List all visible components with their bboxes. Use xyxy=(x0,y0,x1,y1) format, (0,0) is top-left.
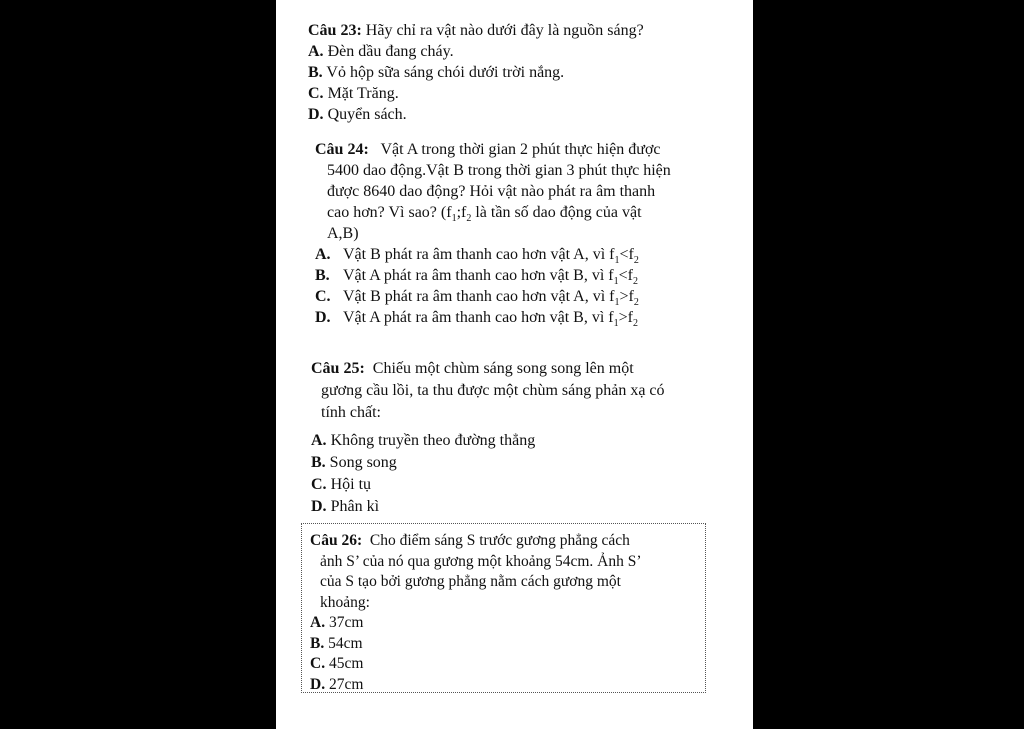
question-23-option-a: A. Đèn dầu đang cháy. xyxy=(308,43,454,60)
question-23-option-c: C. Mặt Trăng. xyxy=(308,85,399,102)
question-25-option-b: B. Song song xyxy=(311,454,397,471)
question-24-option-b: B. Vật A phát ra âm thanh cao hơn vật B, vì $f_1<f_2$ xyxy=(315,267,638,288)
question-23-stem xyxy=(308,20,644,41)
question-24-option-d: D. Vật A phát ra âm thanh cao hơn vật B, vì $f_1>f_2$ xyxy=(315,309,638,330)
question-23-option-d: D. Quyển sách. xyxy=(308,106,407,123)
question-25-option-a: A. Không truyền theo đường thẳng xyxy=(311,432,536,449)
document-page xyxy=(276,0,753,729)
question-25-stem-line-3: tính chất: xyxy=(321,404,381,421)
question-26-option-b: B. 54cm xyxy=(310,634,363,652)
question-24-stem-line-1: Câu 24: Vật A trong thời gian 2 phút thực hiện được xyxy=(315,141,661,158)
question-26-stem-line-1: Câu 26: Cho điểm sáng S trước gương phẳng cách xyxy=(310,532,630,549)
question-24-stem-line-3: được 8640 dao động? Hỏi vật nào phát ra âm thanh xyxy=(327,183,656,200)
question-24-stem-line-2: 5400 dao động.Vật B trong thời gian 3 phút thực hiện xyxy=(327,162,671,179)
question-26-stem-line-2: ảnh S’ của nó qua gương một khoảng 54cm. Ảnh S’ xyxy=(320,552,642,570)
question-25-stem-line-2: gương cầu lồi, ta thu được một chùm sáng phản xạ có xyxy=(321,382,665,399)
question-25-stem-line-1: Câu 25: Chiếu một chùm sáng song song lên một xyxy=(311,360,634,377)
question-23 xyxy=(308,20,644,125)
question-24-stem-line-5: A,B) xyxy=(327,225,359,242)
question-23-label: Câu 23: xyxy=(308,22,362,39)
question-24-label: Câu 24: xyxy=(315,141,369,158)
question-24-option-a: A. Vật B phát ra âm thanh cao hơn vật A, vì $f_1<f_2$ xyxy=(315,246,639,267)
question-25-label: Câu 25: xyxy=(311,360,365,377)
question-26-stem-line-4: khoảng: xyxy=(320,593,370,611)
question-26-label: Câu 26: xyxy=(310,532,363,549)
question-23-option-b: B. Vỏ hộp sữa sáng chói dưới trời nắng. xyxy=(308,64,565,81)
question-26-option-c: C. 45cm xyxy=(310,655,364,672)
question-26-option-d: D. 27cm xyxy=(310,675,364,693)
question-25 xyxy=(311,358,665,518)
question-24-option-c: C. Vật B phát ra âm thanh cao hơn vật A, vì $f_1>f_2$ xyxy=(315,288,639,309)
question-24-stem-line-4: cao hơn? Vì sao? ($f_1;f_2$ là tần số dao động của vật xyxy=(327,204,642,225)
question-25-option-c: C. Hội tụ xyxy=(311,476,372,493)
question-26 xyxy=(310,531,642,695)
question-24 xyxy=(315,139,671,328)
question-23-text: Hãy chỉ ra vật nào dưới đây là nguồn sáng? xyxy=(361,22,644,39)
question-26-stem-line-3: của S tạo bởi gương phẳng nằm cách gương một xyxy=(320,573,621,590)
question-25-option-d: D. Phân kì xyxy=(311,498,380,515)
question-26-option-a: A. 37cm xyxy=(310,614,364,631)
